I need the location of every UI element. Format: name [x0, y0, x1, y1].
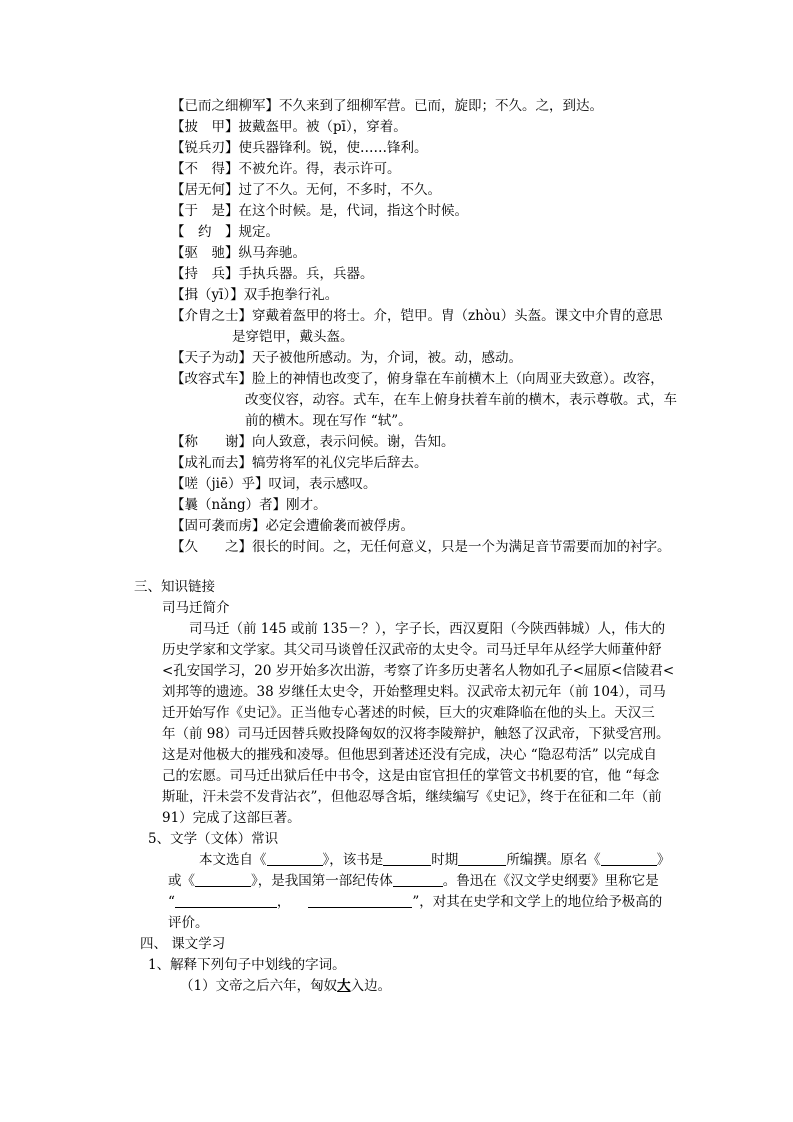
- gloss-term: 【 约 】: [171, 224, 239, 240]
- gloss-line-3: [171, 159, 401, 179]
- bio-line-3: 刘邦等的遗迹。38 岁继任太史令，开始整理史料。汉武帝太初元年（前 104），司马: [162, 684, 666, 700]
- bio-line-8: 斯耻，汗未尝不发背沾衣”，但他忍辱含垢，继续编写《史记》，终于在征和二年（前: [162, 789, 662, 805]
- gloss-term: 【持 兵】: [171, 266, 239, 282]
- gloss-def: 在这个时候。是，代词，指这个时候。: [238, 203, 468, 219]
- gloss-def: 双手抱拳行礼。: [243, 287, 339, 303]
- gloss-def: 穿戴着盔甲的将士。介，铠甲。胄（zhòu）头盔。课文中介胄的意思: [252, 308, 663, 324]
- gloss-term: 【已而之细柳军】: [171, 98, 279, 114]
- gloss-def: 向人致意，表示问候。谢，告知。: [252, 434, 455, 450]
- blank-alt-name[interactable]: [195, 872, 251, 887]
- bio-line-0: 司马迁（前 145 或前 135－？），字子长，西汉夏阳（今陕西韩城）人，伟大的: [189, 621, 666, 637]
- section4-heading: 四、 课文学习: [140, 936, 226, 952]
- section5-heading: 5、文学（文体）常识: [148, 831, 279, 847]
- question-text: 入边。: [350, 978, 392, 994]
- gloss-def: 必定会遭偷袭而被俘虏。: [265, 518, 414, 534]
- gloss-term: 【嗟（jiē）乎】: [171, 476, 269, 492]
- underlined-word: 大: [337, 978, 351, 994]
- blank-book-title[interactable]: [267, 851, 323, 866]
- gloss-line-12-cont-0: [245, 390, 677, 410]
- fill-text: 或《: [168, 873, 195, 889]
- gloss-line-12: [171, 369, 664, 389]
- gloss-def: 叹词，表示感叹。: [268, 476, 377, 492]
- gloss-term: 【不 得】: [171, 161, 239, 177]
- gloss-line-15: [171, 474, 377, 494]
- gloss-term: 【称 谢】: [171, 434, 252, 450]
- fill-line-3: [168, 892, 662, 912]
- gloss-line-4: [171, 180, 441, 200]
- gloss-def: 手执兵器。兵，兵器。: [238, 266, 374, 282]
- fill-text: ，: [276, 894, 291, 910]
- gloss-def: 很长的时间。之，无任何意义，只是一个为满足音节需要而加的衬字。: [252, 539, 671, 555]
- gloss-line-0: [171, 96, 603, 116]
- blank-quote-2[interactable]: [308, 893, 412, 908]
- fill-line-4: 评价。: [168, 915, 209, 931]
- section3-subheading: 司马迁简介: [162, 600, 230, 616]
- gloss-def-cont: 是穿铠甲，戴头盔。: [232, 329, 354, 345]
- gloss-line-17: [171, 516, 414, 536]
- gloss-term: 【锐兵刃】: [171, 140, 239, 156]
- gloss-def: 规定。: [238, 224, 279, 240]
- gloss-def: 不被允许。得，表示许可。: [238, 161, 401, 177]
- gloss-def: 犒劳将军的礼仪完毕后辞去。: [252, 455, 428, 471]
- gloss-line-6: [171, 222, 279, 242]
- gloss-term: 【改容式车】: [171, 371, 252, 387]
- gloss-line-2: [171, 138, 428, 158]
- gloss-line-8: [171, 264, 374, 284]
- gloss-term: 【揖（yī）】: [171, 287, 244, 303]
- gloss-line-16: [171, 495, 327, 515]
- blank-original-name[interactable]: [601, 851, 657, 866]
- gloss-term: 【成礼而去】: [171, 455, 252, 471]
- fill-text: 时期: [431, 852, 459, 868]
- fill-text: 。鲁迅在《汉文学史纲要》里称它是: [442, 873, 659, 889]
- gloss-def: 披戴盔甲。被（pī），穿着。: [238, 119, 407, 135]
- gloss-line-10: [171, 306, 663, 326]
- gloss-def: 不久来到了细柳军营。已而，旋即；不久。之，到达。: [279, 98, 603, 114]
- gloss-line-1: [171, 117, 407, 137]
- gloss-line-7: [171, 243, 306, 263]
- gloss-def: 使兵器锋利。锐，使……锋利。: [238, 140, 428, 156]
- gloss-def: 天子被他所感动。为，介词，被。动，感动。: [252, 350, 522, 366]
- gloss-term: 【驱 驰】: [171, 245, 239, 261]
- gloss-def-cont: 前的横木。现在写作 “轼”。: [245, 413, 412, 429]
- bio-line-1: 历史学家和文学家。其父司马谈曾任汉武帝的太史令。司马迁早年从经学大师董仲舒: [162, 642, 662, 658]
- section3-heading: 三、知识链接: [134, 579, 215, 595]
- gloss-line-9: [171, 285, 338, 305]
- gloss-line-11: [171, 348, 522, 368]
- gloss-line-14: [171, 453, 428, 473]
- gloss-def: 脸上的神情也改变了，俯身靠在车前横木上（向周亚夫致意）。改容，: [252, 371, 664, 387]
- bio-line-7: 己的宏愿。司马迁出狱后任中书令，这是由宦官担任的掌管文书机要的官，他 “每念: [162, 768, 660, 784]
- bio-line-4: 迁开始写作《史记》。正当他专心著述的时候，巨大的灾难降临在他的头上。天汉三: [162, 705, 655, 721]
- fill-text: “: [168, 894, 175, 910]
- fill-text: 》: [656, 852, 671, 868]
- gloss-term: 【曩（nǎng）者】: [171, 497, 287, 513]
- fill-line-1: [199, 850, 670, 870]
- blank-genre[interactable]: [393, 872, 443, 887]
- gloss-line-12-cont-1: [245, 411, 412, 431]
- blank-author[interactable]: [458, 851, 506, 866]
- question-text: （1）文帝之后六年，匈奴: [180, 978, 338, 994]
- gloss-def-cont: 改变仪容，动容。式车，在车上俯身扶着车前的横木，表示尊敬。式，车: [245, 392, 677, 408]
- fill-text: ”，对其在史学和文学上的地位给予极高的: [412, 894, 663, 910]
- fill-text: 本文选自《: [199, 852, 267, 868]
- gloss-def: 过了不久。无何，不多时，不久。: [238, 182, 441, 198]
- gloss-def: 纵马奔驰。: [238, 245, 306, 261]
- gloss-term: 【居无何】: [171, 182, 239, 198]
- gloss-def: 刚才。: [286, 497, 327, 513]
- gloss-line-10-cont: [232, 327, 354, 347]
- fill-text: 所编撰。原名《: [506, 852, 601, 868]
- gloss-term: 【披 甲】: [171, 119, 239, 135]
- gloss-line-13: [171, 432, 455, 452]
- blank-period[interactable]: [383, 851, 431, 866]
- gloss-line-5: [171, 201, 468, 221]
- gloss-line-18: [171, 537, 671, 557]
- gloss-term: 【固可袭而虏】: [171, 518, 266, 534]
- gloss-term: 【天子为动】: [171, 350, 252, 366]
- fill-text: 》，该书是: [322, 852, 384, 868]
- bio-line-6: 这是对他极大的摧残和凌辱。但他思到著述还没有完成，决心 “隐忍苟活” 以完成自: [162, 747, 657, 763]
- blank-quote-1[interactable]: [175, 893, 277, 908]
- gloss-term: 【于 是】: [171, 203, 239, 219]
- bio-line-5: 年（前 98）司马迁因替兵败投降匈奴的汉将李陵辩护，触怒了汉武帝，下狱受宫刑。: [162, 726, 670, 742]
- bio-line-9: 91）完成了这部巨著。: [162, 810, 301, 826]
- gloss-term: 【介胄之士】: [171, 308, 252, 324]
- section4-item1: 1、解释下列句子中划线的字词。: [148, 957, 346, 973]
- fill-line-2: [168, 871, 659, 891]
- fill-text: 》，是我国第一部纪传体: [251, 873, 393, 889]
- bio-line-2: <孔安国学习，20 岁开始多次出游，考察了许多历史著名人物如孔子<屈原<信陵君<: [162, 663, 675, 679]
- gloss-term: 【久 之】: [171, 539, 252, 555]
- question-1: [180, 976, 391, 996]
